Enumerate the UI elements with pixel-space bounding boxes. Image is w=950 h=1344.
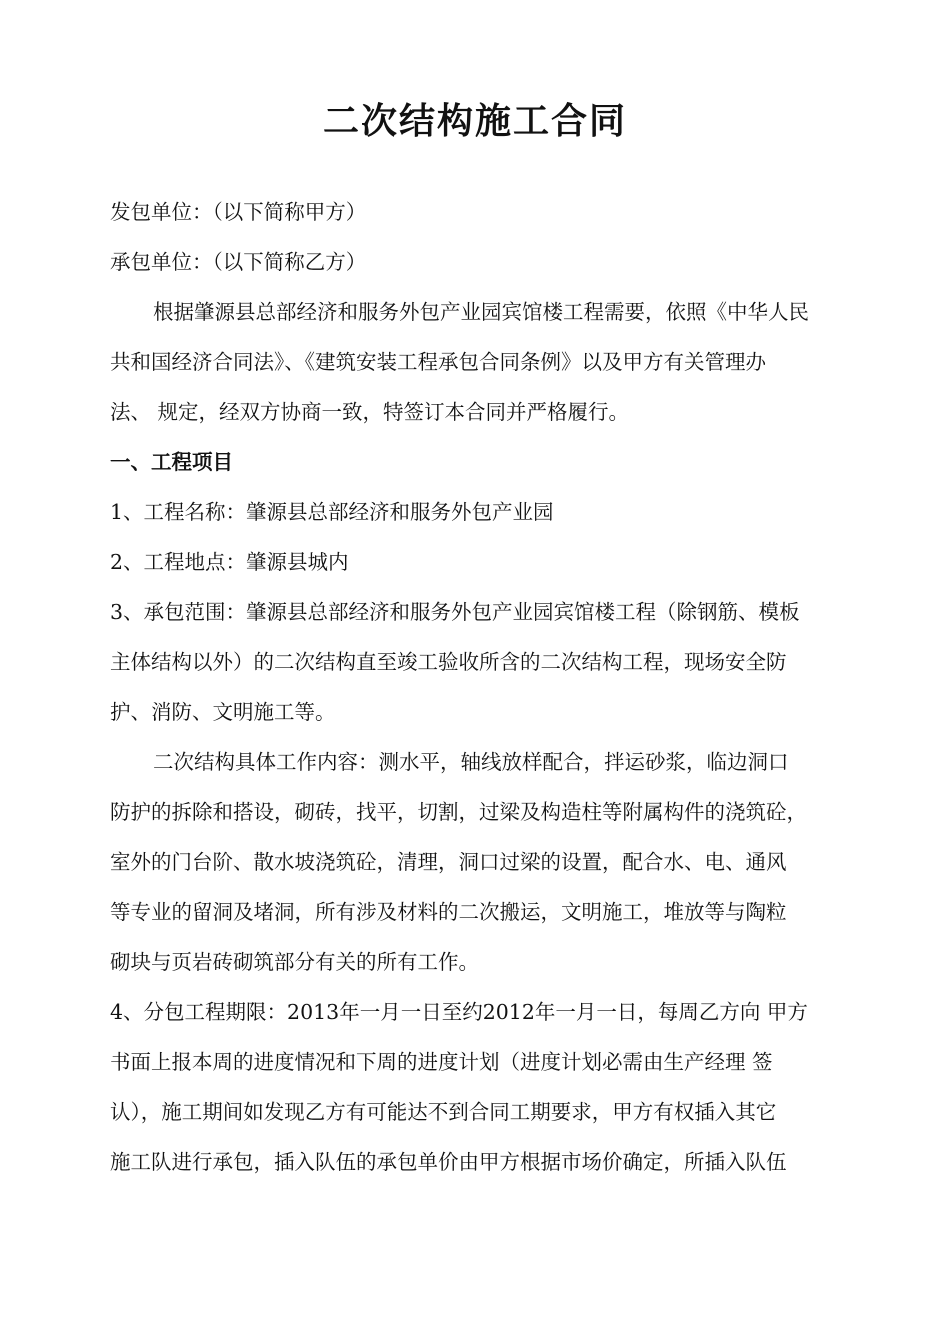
item-project-location: 2、工程地点：肇源县城内 xyxy=(110,550,349,574)
item-period-line-1: 4、分包工程期限：2013年一月一日至约2012年一月一日，每周乙方向 甲方 xyxy=(110,1000,808,1024)
contractor-line: 承包单位：（以下简称乙方） xyxy=(110,250,367,274)
item-period-line-3: 认），施工期间如发现乙方有可能达不到合同工期要求，甲方有权插入其它 xyxy=(110,1100,777,1124)
work-content-line-1: 二次结构具体工作内容：测水平，轴线放样配合，拌运砂浆，临边洞口 xyxy=(153,750,789,774)
preamble-line-2: 共和国经济合同法》、《建筑安装工程承包合同条例》以及甲方有关管理办 xyxy=(110,350,766,374)
item-scope-line-2: 主体结构以外）的二次结构直至竣工验收所含的二次结构工程，现场安全防 xyxy=(110,650,787,674)
item-period-line-4: 施工队进行承包，插入队伍的承包单价由甲方根据市场价确定，所插入队伍 xyxy=(110,1150,787,1174)
document-title: 二次结构施工合同 xyxy=(322,100,627,142)
preamble-line-3: 法、 规定，经双方协商一致，特签订本合同并严格履行。 xyxy=(110,400,630,424)
section-heading-project: 一、工程项目 xyxy=(110,450,233,474)
item-project-name: 1、工程名称：肇源县总部经济和服务外包产业园 xyxy=(110,500,554,524)
item-period-line-2: 书面上报本周的进度情况和下周的进度计划（进度计划必需由生产经理 签 xyxy=(110,1050,773,1074)
preamble-line-1: 根据肇源县总部经济和服务外包产业园宾馆楼工程需要，依照《中华人民 xyxy=(153,300,809,324)
work-content-line-3: 室外的门台阶、散水坡浇筑砼，清理，洞口过梁的设置，配合水、电、通风 xyxy=(110,850,787,874)
item-scope-line-3: 护、消防、文明施工等。 xyxy=(110,700,336,724)
work-content-line-5: 砌块与页岩砖砌筑部分有关的所有工作。 xyxy=(110,950,479,974)
item-scope-line-1: 3、承包范围：肇源县总部经济和服务外包产业园宾馆楼工程（除钢筋、模板 xyxy=(110,600,800,624)
work-content-line-2: 防护的拆除和搭设，砌砖，找平，切割，过梁及构造柱等附属构件的浇筑砼， xyxy=(110,800,807,824)
employer-line: 发包单位：（以下简称甲方） xyxy=(110,200,367,224)
work-content-line-4: 等专业的留洞及堵洞，所有涉及材料的二次搬运，文明施工，堆放等与陶粒 xyxy=(110,900,787,924)
